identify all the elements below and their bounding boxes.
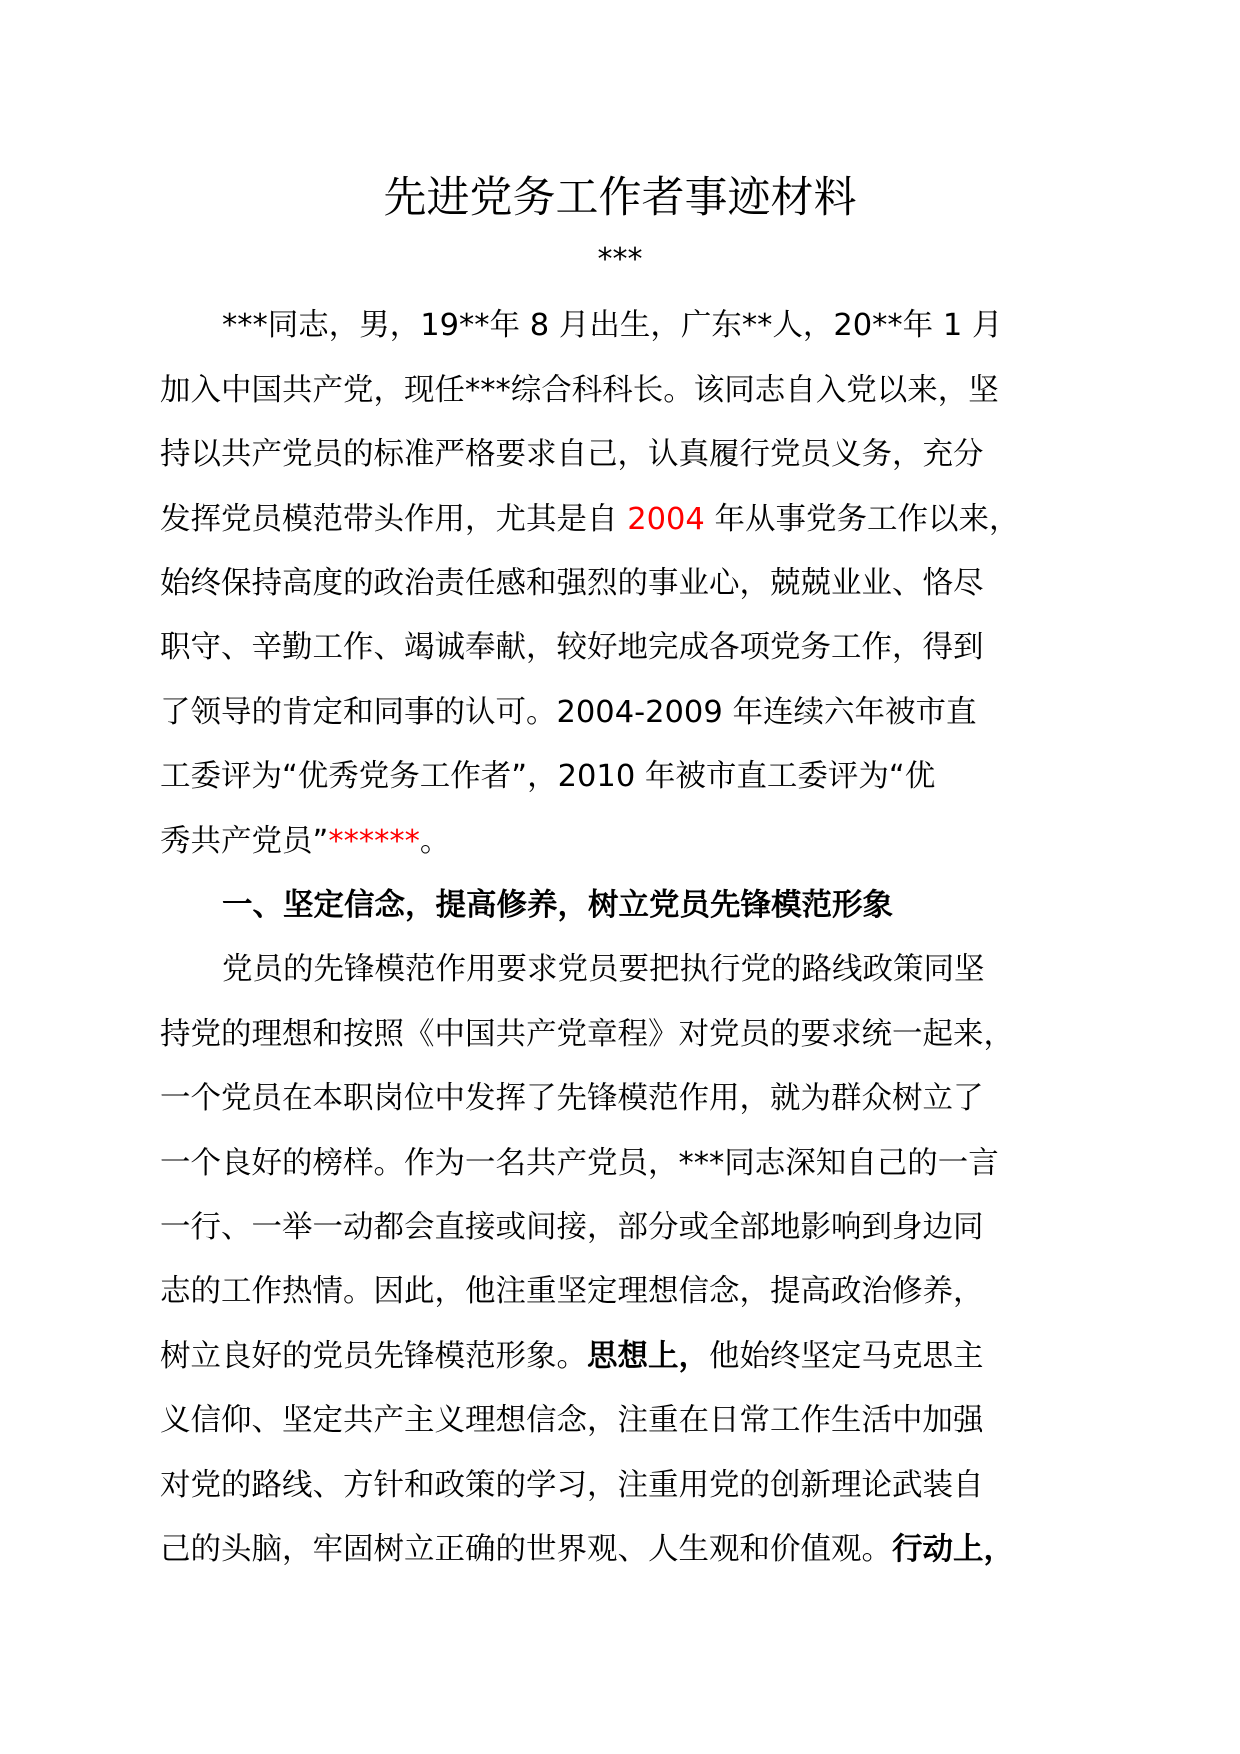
paragraph-line: ***同志，男，19**年 8 月出生，广东**人，20**年 1 月 [222, 308, 1003, 343]
paragraph-line: 职守、辛勤工作、竭诚奉献，较好地完成各项党务工作，得到 [160, 630, 984, 665]
paragraph-line: 志的工作热情。因此，他注重坚定理想信念，提高政治修养， [160, 1274, 984, 1309]
paragraph-line: 一行、一举一动都会直接或间接，部分或全部地影响到身边同 [160, 1210, 984, 1245]
text-span: 秀共产党员” [160, 824, 329, 859]
section-heading: 一、坚定信念，提高修养，树立党员先锋模范形象 [222, 888, 893, 923]
paragraph-line: 对党的路线、方针和政策的学习，注重用党的创新理论武装自 [160, 1468, 984, 1503]
redacted-text: ****** [328, 824, 420, 859]
document-author: *** [597, 242, 643, 277]
document-title: 先进党务工作者事迹材料 [383, 173, 857, 223]
paragraph-line: 一个党员在本职岗位中发挥了先锋模范作用，就为群众树立了 [160, 1081, 984, 1116]
text-span: 树立良好的党员先锋模范形象。 [160, 1339, 587, 1374]
paragraph-line: 工委评为“优秀党务工作者”，2010 年被市直工委评为“优 [160, 759, 936, 794]
paragraph-line: 党员的先锋模范作用要求党员要把执行党的路线政策同坚 [222, 952, 985, 987]
highlighted-year: 2004 [627, 502, 705, 537]
bold-lead: 思想上， [587, 1339, 709, 1374]
paragraph-line [160, 818, 1120, 866]
paragraph-line [160, 1526, 1120, 1574]
paragraph-line: 义信仰、坚定共产主义理想信念，注重在日常工作生活中加强 [160, 1403, 984, 1438]
text-span: 他始终坚定马克思主 [709, 1339, 984, 1374]
paragraph-line: 持以共产党员的标准严格要求自己，认真履行党员义务，充分 [160, 437, 984, 472]
text-span: 己的头脑，牢固树立正确的世界观、人生观和价值观。 [160, 1532, 892, 1567]
paragraph-line: 了领导的肯定和同事的认可。2004-2009 年连续六年被市直 [160, 695, 977, 730]
paragraph-line: 持党的理想和按照《中国共产党章程》对党员的要求统一起来， [160, 1017, 1014, 1052]
text-span: 年从事党务工作以来， [704, 502, 1020, 537]
text-span: 发挥党员模范带头作用，尤其是自 [160, 502, 628, 537]
bold-lead: 行动上， [892, 1532, 1014, 1567]
paragraph-line: 加入中国共产党，现任***综合科科长。该同志自入党以来，坚 [160, 373, 999, 408]
text-span: 。 [419, 824, 451, 859]
paragraph-line: 一个良好的榜样。作为一名共产党员，***同志深知自己的一言 [160, 1146, 999, 1181]
paragraph-line [160, 496, 1120, 544]
paragraph-line [160, 1333, 1120, 1381]
paragraph-line: 始终保持高度的政治责任感和强烈的事业心，兢兢业业、恪尽 [160, 566, 984, 601]
